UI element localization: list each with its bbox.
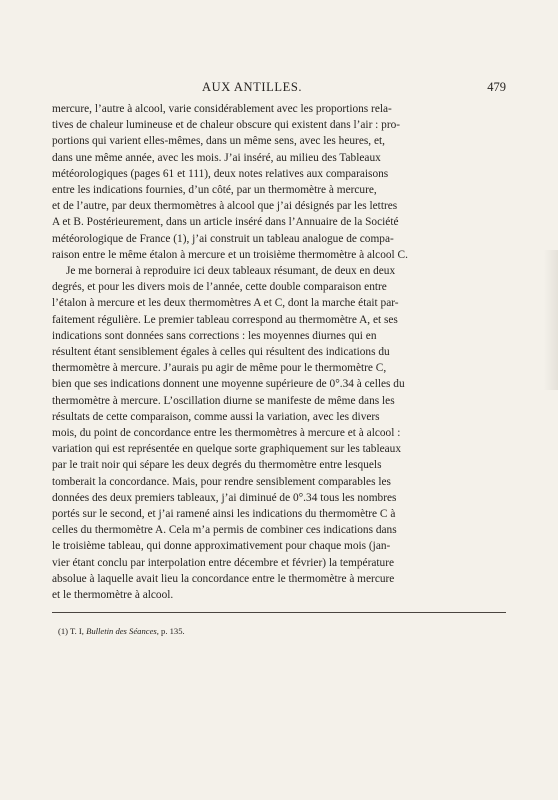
text-line: Je me bornerai à reproduire ici deux tableaux résumant, de deux en deux (66, 265, 396, 278)
text-line: A et B. Postérieurement, dans un article inséré dans l’Annuaire de la Société (52, 216, 399, 229)
text-line: tives de chaleur lumineuse et de chaleur obscure qui existent dans l’air : pro- (52, 119, 401, 132)
page-header (52, 80, 506, 96)
paragraph-2 (52, 263, 506, 603)
page-number: 479 (487, 80, 506, 94)
text-line: données des deux premiers tableaux, j’ai diminué de 0°.34 tous les nombres (52, 491, 397, 504)
page-edge-shadow (544, 250, 558, 390)
running-title: AUX ANTILLES. (202, 80, 303, 94)
text-line: mois, du point de concordance entre les thermomètres à mercure et à alcool : (52, 427, 401, 440)
text-line: et le thermomètre à alcool. (52, 589, 174, 602)
text-line: entre les indications fournies, d’un côté, par un thermomètre à mercure, (52, 184, 377, 197)
text-line: portés sur le second, et j’ai ramené ainsi les indications du thermomètre C à (52, 508, 396, 521)
text-line: portions qui varient elles-mêmes, dans un même sens, avec les heures, et, (52, 135, 385, 148)
text-line: faitement régulière. Le premier tableau correspond au thermomètre A, et ses (52, 313, 398, 326)
text-line: l’étalon à mercure et les deux thermomètres A et C, dont la marche était par- (52, 297, 399, 310)
footnote-suffix: , p. 135. (156, 626, 185, 636)
text-line: thermomètre à mercure. J’aurais pu agir de même pour le thermomètre C, (52, 362, 387, 375)
text-line: tomberait la concordance. Mais, pour rendre sensiblement comparables les (52, 475, 391, 488)
text-line: degrés, et pour les divers mois de l’année, cette double comparaison entre (52, 281, 387, 294)
text-line: par le trait noir qui sépare les deux degrés du thermomètre entre lesquels (52, 459, 382, 472)
text-line: indications sont données sans corrections : les moyennes diurnes qui en (52, 329, 377, 342)
text-line: résultent étant sensiblement égales à celles qui résultent des indications du (52, 346, 390, 359)
text-line: mercure, l’autre à alcool, varie considérablement avec les proportions rela- (52, 103, 392, 115)
text-line: dans une même année, avec les mois. J’ai inséré, au milieu des Tableaux (52, 151, 381, 164)
text-line: résultats de cette comparaison, comme aussi la variation, avec les divers (52, 410, 380, 423)
footnote-title: Bulletin des Séances (86, 626, 157, 636)
text-line: absolue à laquelle avait lieu la concordance entre le thermomètre à mercure (52, 572, 395, 585)
footnote-separator (52, 612, 506, 613)
text-line: celles du thermomètre A. Cela m’a permis de combiner ces indications dans (52, 524, 397, 537)
text-line: météorologique de France (1), j’ai construit un tableau analogue de compa- (52, 232, 394, 245)
footnote (58, 626, 185, 636)
text-line: météorologiques (pages 61 et 111), deux notes relatives aux comparaisons (52, 167, 389, 180)
body-text (52, 101, 506, 603)
text-line: variation qui est représentée en quelque sorte graphiquement sur les tableaux (52, 443, 402, 456)
text-line: et de l’autre, par deux thermomètres à alcool que j’ai désignés par les lettres (52, 200, 398, 213)
text-line: raison entre le même étalon à mercure et un troisième thermomètre à alcool C. (52, 248, 408, 261)
text-line: thermomètre à mercure. L’oscillation diurne se manifeste de même dans les (52, 394, 395, 407)
paragraph-1 (52, 101, 506, 263)
footnote-marker: (1) T. I, (58, 626, 87, 636)
text-line: vier étant conclu par interpolation entre décembre et février) la température (52, 556, 395, 569)
text-line: le troisième tableau, qui donne approximativement pour chaque mois (jan- (52, 540, 391, 553)
text-line: bien que ses indications donnent une moyenne supérieure de 0°.34 à celles du (52, 378, 405, 391)
